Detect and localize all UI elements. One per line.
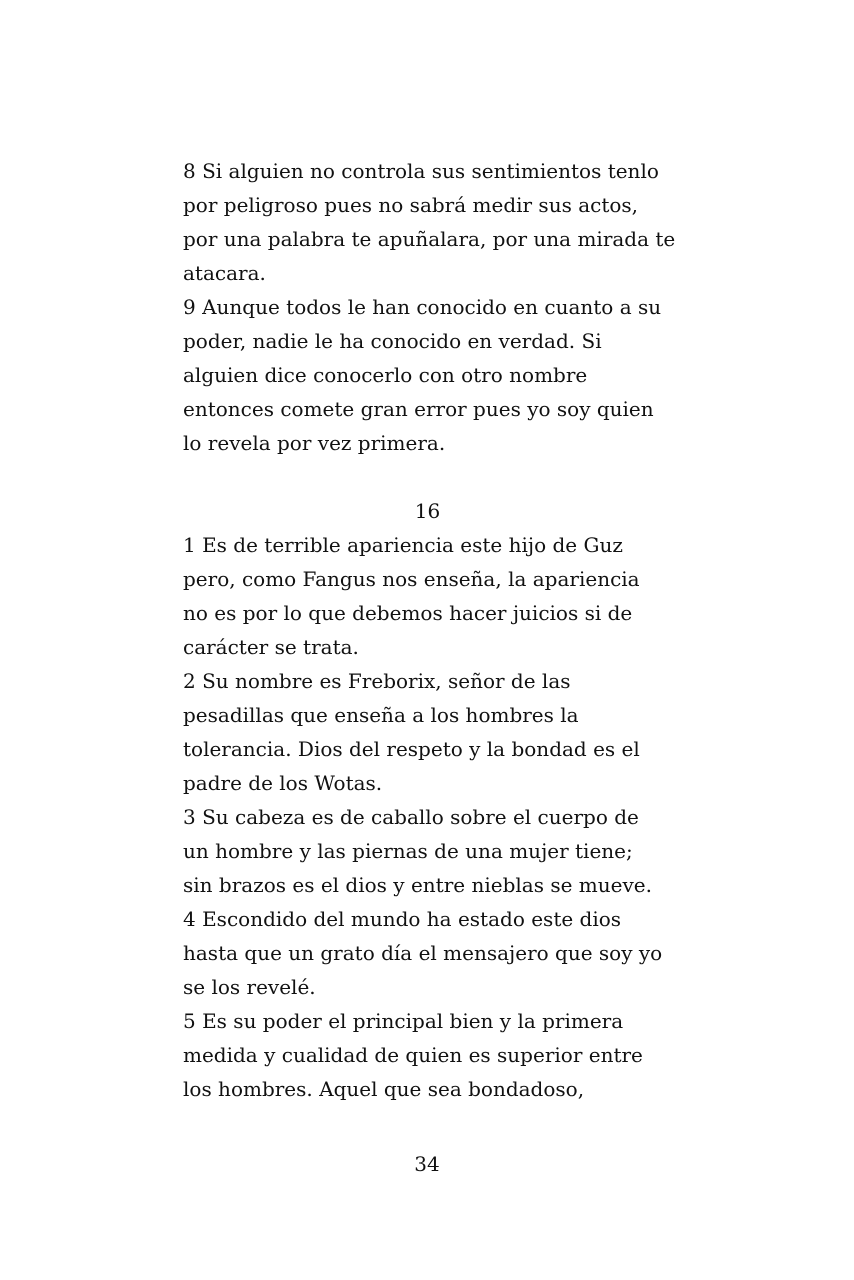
- page-number: 34: [414, 1152, 440, 1176]
- verse-line: 5 Es su poder el principal bien y la primera: [183, 1009, 624, 1033]
- verse-line: por peligroso pues no sabrá medir sus actos,: [183, 193, 639, 217]
- verse-line: pero, como Fangus nos enseña, la apariencia: [183, 567, 640, 591]
- verse-line: sin brazos es el dios y entre nieblas se mueve.: [183, 873, 652, 897]
- verse-paragraph: [183, 528, 672, 664]
- page-text: [183, 154, 676, 1106]
- verse-line: se los revelé.: [183, 975, 316, 999]
- verse-line: carácter se trata.: [183, 635, 359, 659]
- verse-line: 1 Es de terrible apariencia este hijo de Guz: [183, 533, 623, 557]
- verse-line: 4 Escondido del mundo ha estado este dios: [183, 907, 622, 931]
- verse-line: poder, nadie le ha conocido en verdad. Si: [183, 329, 602, 353]
- verse-line: pesadillas que enseña a los hombres la: [183, 703, 579, 727]
- verse-paragraph: [183, 800, 672, 902]
- verse-line: atacara.: [183, 261, 266, 285]
- verse-line: 9 Aunque todos le han conocido en cuanto a su: [183, 295, 662, 319]
- verse-line: por una palabra te apuñalara, por una mirada te: [183, 227, 676, 251]
- verse-line: entonces comete gran error pues yo soy quien: [183, 397, 654, 421]
- verse-line: los hombres. Aquel que sea bondadoso,: [183, 1077, 585, 1101]
- verse-line: hasta que un grato día el mensajero que soy yo: [183, 941, 663, 965]
- verse-line: 2 Su nombre es Freborix, señor de las: [183, 669, 571, 693]
- chapter-number-heading: 16: [414, 499, 441, 523]
- verse-paragraph: [183, 902, 672, 1004]
- verse-paragraph: [183, 154, 676, 290]
- verse-line: medida y cualidad de quien es superior entre: [183, 1043, 643, 1067]
- verse-line: lo revela por vez primera.: [183, 431, 446, 455]
- verse-line: padre de los Wotas.: [183, 771, 383, 795]
- verse-paragraph: [183, 664, 672, 800]
- verse-line: 8 Si alguien no controla sus sentimientos tenlo: [183, 159, 659, 183]
- verse-paragraph: [183, 290, 672, 460]
- verse-line: no es por lo que debemos hacer juicios si de: [183, 601, 633, 625]
- section-spacer: [183, 460, 672, 494]
- verse-line: un hombre y las piernas de una mujer tiene;: [183, 839, 633, 863]
- verse-paragraph: [183, 1004, 672, 1106]
- verse-line: tolerancia. Dios del respeto y la bondad es el: [183, 737, 640, 761]
- verse-line: 3 Su cabeza es de caballo sobre el cuerpo de: [183, 805, 639, 829]
- verse-line: alguien dice conocerlo con otro nombre: [183, 363, 588, 387]
